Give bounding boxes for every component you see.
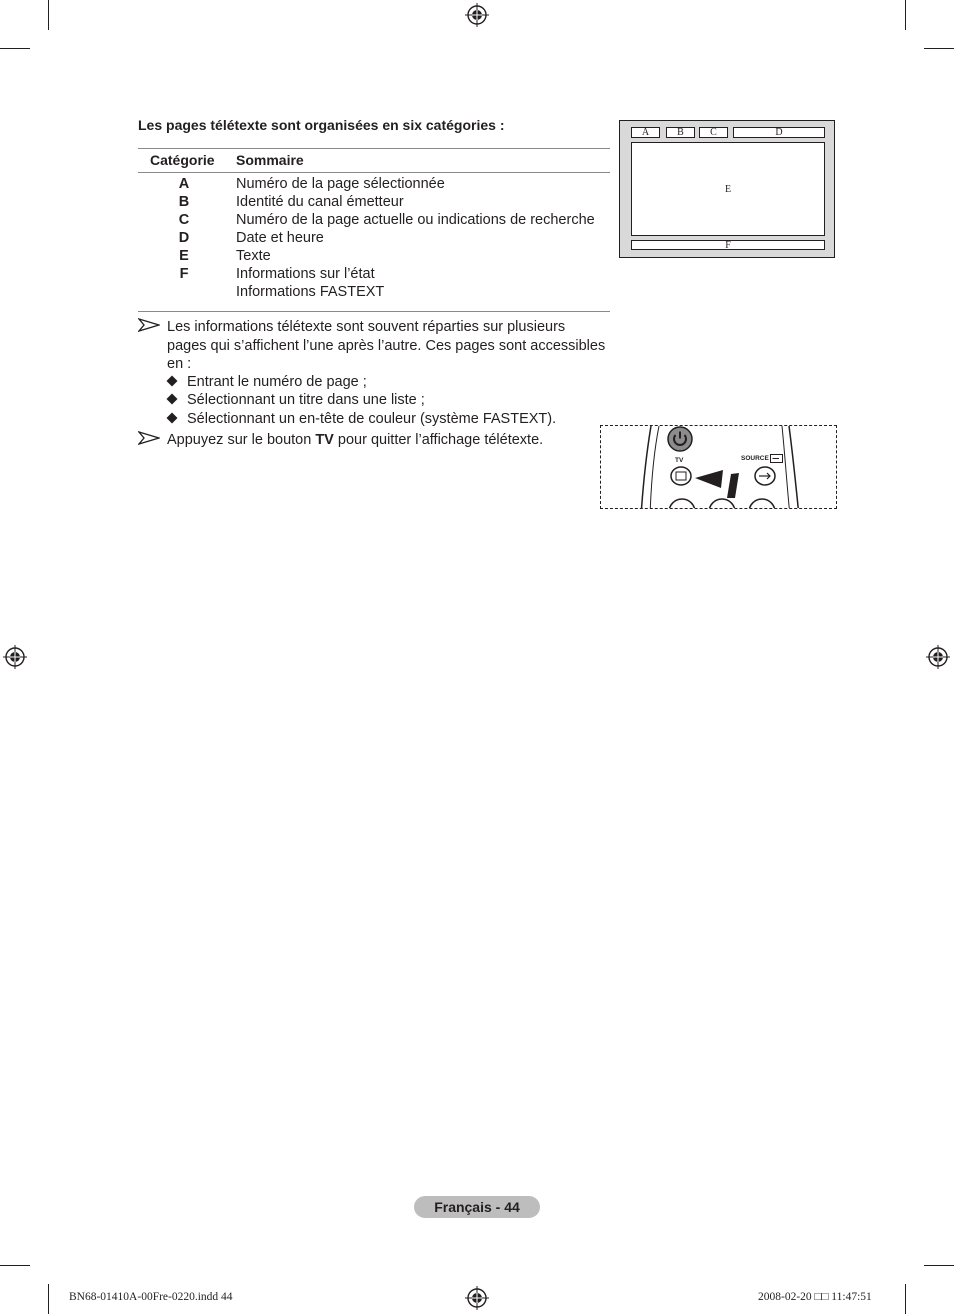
diamond-bullet-icon	[166, 375, 177, 386]
power-icon	[665, 426, 695, 454]
registration-mark-icon	[465, 3, 489, 27]
diamond-bullet-icon	[166, 393, 177, 404]
crop-mark-bottom-right-h	[924, 1265, 954, 1266]
row-category: A	[178, 176, 190, 192]
file-slug: BN68-01410A-00Fre-0220.indd 44	[69, 1291, 233, 1303]
registration-mark-icon	[926, 645, 950, 669]
tv-button-icon	[669, 466, 693, 486]
crop-mark-bottom-left-v	[48, 1284, 49, 1314]
crop-mark-bottom-right-v	[905, 1284, 906, 1314]
tv-button-label: TV	[315, 432, 334, 448]
row-summary: Texte	[236, 248, 271, 264]
row-summary: Numéro de la page actuelle ou indications de recherche	[236, 212, 595, 228]
timestamp-slug: 2008-02-20 □□ 11:47:51	[758, 1291, 872, 1303]
teletext-screen-diagram	[619, 120, 835, 258]
row-category: E	[179, 248, 189, 264]
crop-mark-top-left-h	[0, 48, 30, 49]
teletext-cell-c: C	[699, 127, 728, 138]
row-summary: Informations sur l’état	[236, 266, 375, 282]
crop-mark-top-right-h	[924, 48, 954, 49]
list-item	[167, 392, 425, 408]
row-summary: Numéro de la page sélectionnée	[236, 176, 445, 192]
intro-heading: Les pages télétexte sont organisées en six catégories :	[138, 117, 505, 133]
table-header-category: Catégorie	[150, 152, 215, 168]
source-label: SOURCE	[741, 455, 769, 462]
teletext-cell-f: F	[631, 240, 825, 250]
table-header-summary: Sommaire	[236, 152, 304, 168]
note-text: Les informations télétexte sont souvent réparties sur plusieurs pages qui s’affichent l’une après l’autre. Ces pages sont accessibles en :	[167, 319, 606, 372]
table-row	[138, 230, 610, 248]
source-label-icon	[770, 454, 783, 463]
row-category: B	[178, 194, 190, 210]
table-row	[138, 194, 610, 212]
note-arrow-icon	[138, 429, 160, 447]
list-item-text: Entrant le numéro de page ;	[187, 374, 367, 390]
row-category: D	[178, 230, 190, 246]
teletext-cell-a: A	[631, 127, 660, 138]
list-item-text: Sélectionnant un en-tête de couleur (système FASTEXT).	[187, 411, 557, 427]
list-item-text: Sélectionnant un titre dans une liste ;	[187, 392, 425, 408]
table-row	[138, 212, 610, 230]
note-arrow-icon	[138, 316, 160, 334]
note-text	[167, 431, 607, 450]
teletext-cell-e: E	[631, 142, 825, 236]
pointer-arrow-icon	[693, 468, 749, 500]
table-top-rule	[138, 148, 610, 149]
table-row	[138, 266, 610, 284]
row-category: C	[178, 212, 190, 228]
table-row	[138, 176, 610, 194]
diamond-bullet-icon	[166, 412, 177, 423]
row-category: F	[179, 266, 189, 282]
remote-control-illustration	[600, 425, 837, 509]
registration-mark-icon	[3, 645, 27, 669]
teletext-cell-d: D	[733, 127, 825, 138]
table-header-rule	[138, 172, 610, 173]
list-item	[167, 374, 367, 390]
tv-label: TV	[675, 457, 684, 464]
row-summary: Informations FASTEXT	[236, 284, 385, 300]
list-item	[167, 411, 556, 427]
crop-mark-top-left-v	[48, 0, 49, 30]
table-row	[138, 284, 610, 302]
row-summary: Date et heure	[236, 230, 324, 246]
source-button-icon	[753, 466, 777, 486]
table-bottom-rule	[138, 311, 610, 312]
registration-mark-icon	[465, 1286, 489, 1310]
page-number-badge: Français - 44	[414, 1196, 540, 1218]
crop-mark-top-right-v	[905, 0, 906, 30]
note-text-part: pour quitter l’affichage télétexte.	[333, 432, 544, 448]
row-summary: Identité du canal émetteur	[236, 194, 404, 210]
crop-mark-bottom-left-h	[0, 1265, 30, 1266]
note-text-part: Appuyez sur le bouton	[167, 432, 316, 448]
table-row	[138, 248, 610, 266]
teletext-cell-b: B	[666, 127, 695, 138]
